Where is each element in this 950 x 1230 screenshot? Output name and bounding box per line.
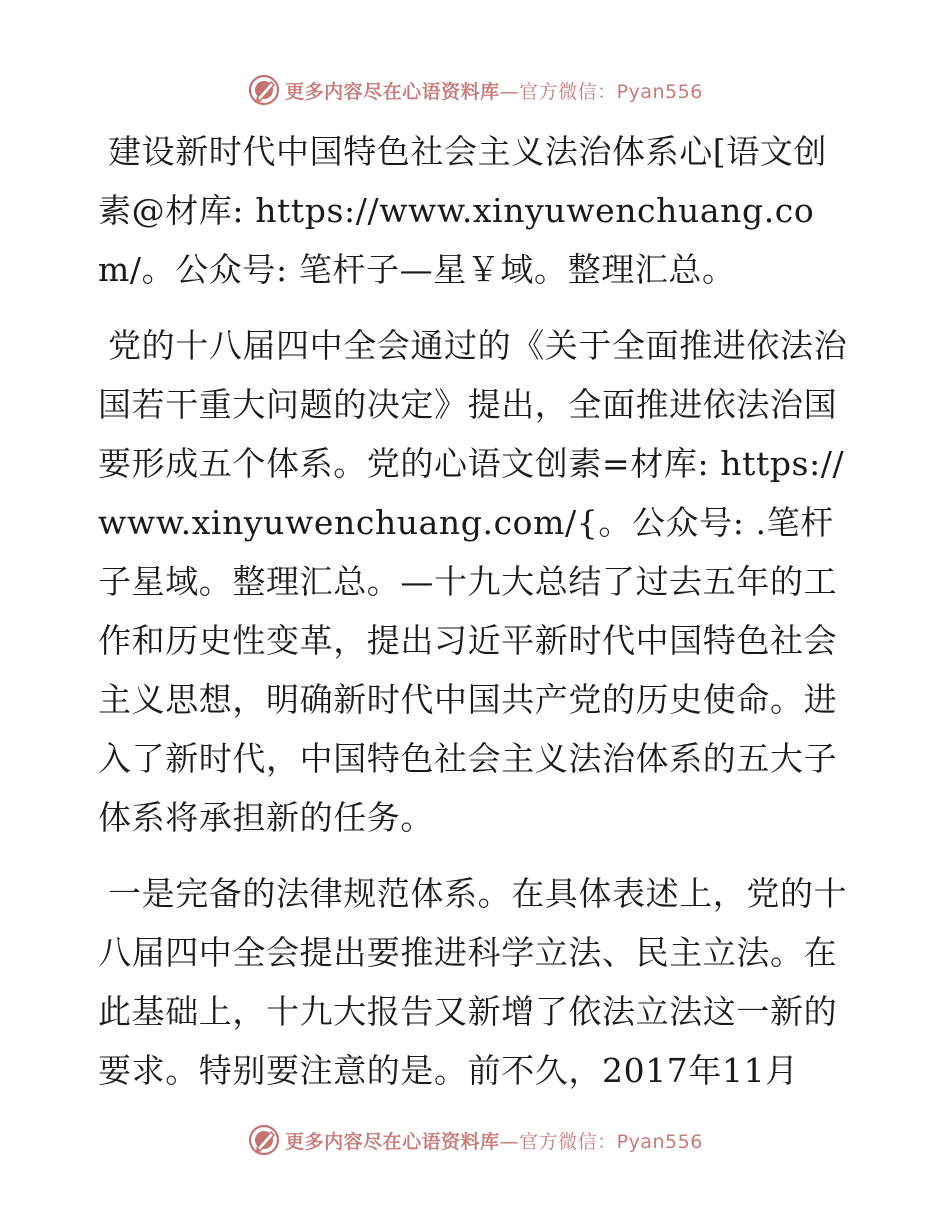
paragraph-2: 党的十八届四中全会通过的《关于全面推进依法治国若干重大问题的决定》提出，全面推进依法治国要形成五个体系。党的心语文创素=材库: https://www.xinyuwenchuang.com/{。公众号: .笔杆子星域。整理汇总。—十九大总结了过去五年的工作和历史性变革，提出习近平新时代中国特色社会主义思想，明确新时代中国共产党的历史使命。进入了新时代，中国特色社会主义法治体系的五大子体系将承担新的任务。 (98, 326, 848, 837)
pen-logo-icon (247, 1123, 281, 1157)
footer-banner-text: 更多内容尽在心语资料库 (285, 1130, 500, 1153)
footer-banner-suffix: —官方微信：Pyan556 (499, 1130, 703, 1153)
document-body (98, 122, 858, 1117)
header-banner-suffix: —官方微信：Pyan556 (499, 80, 703, 103)
paragraph-1: 建设新时代中国特色社会主义法治体系心[语文创素@材库: https://www.xinyuwenchuang.com/。公众号: 笔杆子—星￥域。整理汇总。 (98, 132, 828, 289)
paragraph-3: 一是完备的法律规范体系。在具体表述上，党的十八届四中全会提出要推进科学立法、民主立法。在此基础上，十九大报告又新增了依法立法这一新的要求。特别要注意的是。前不久，2017年11月 (98, 874, 848, 1090)
pen-logo-icon (247, 73, 281, 107)
footer-banner (0, 1120, 950, 1160)
header-banner (0, 70, 950, 110)
header-banner-text: 更多内容尽在心语资料库 (285, 80, 500, 103)
